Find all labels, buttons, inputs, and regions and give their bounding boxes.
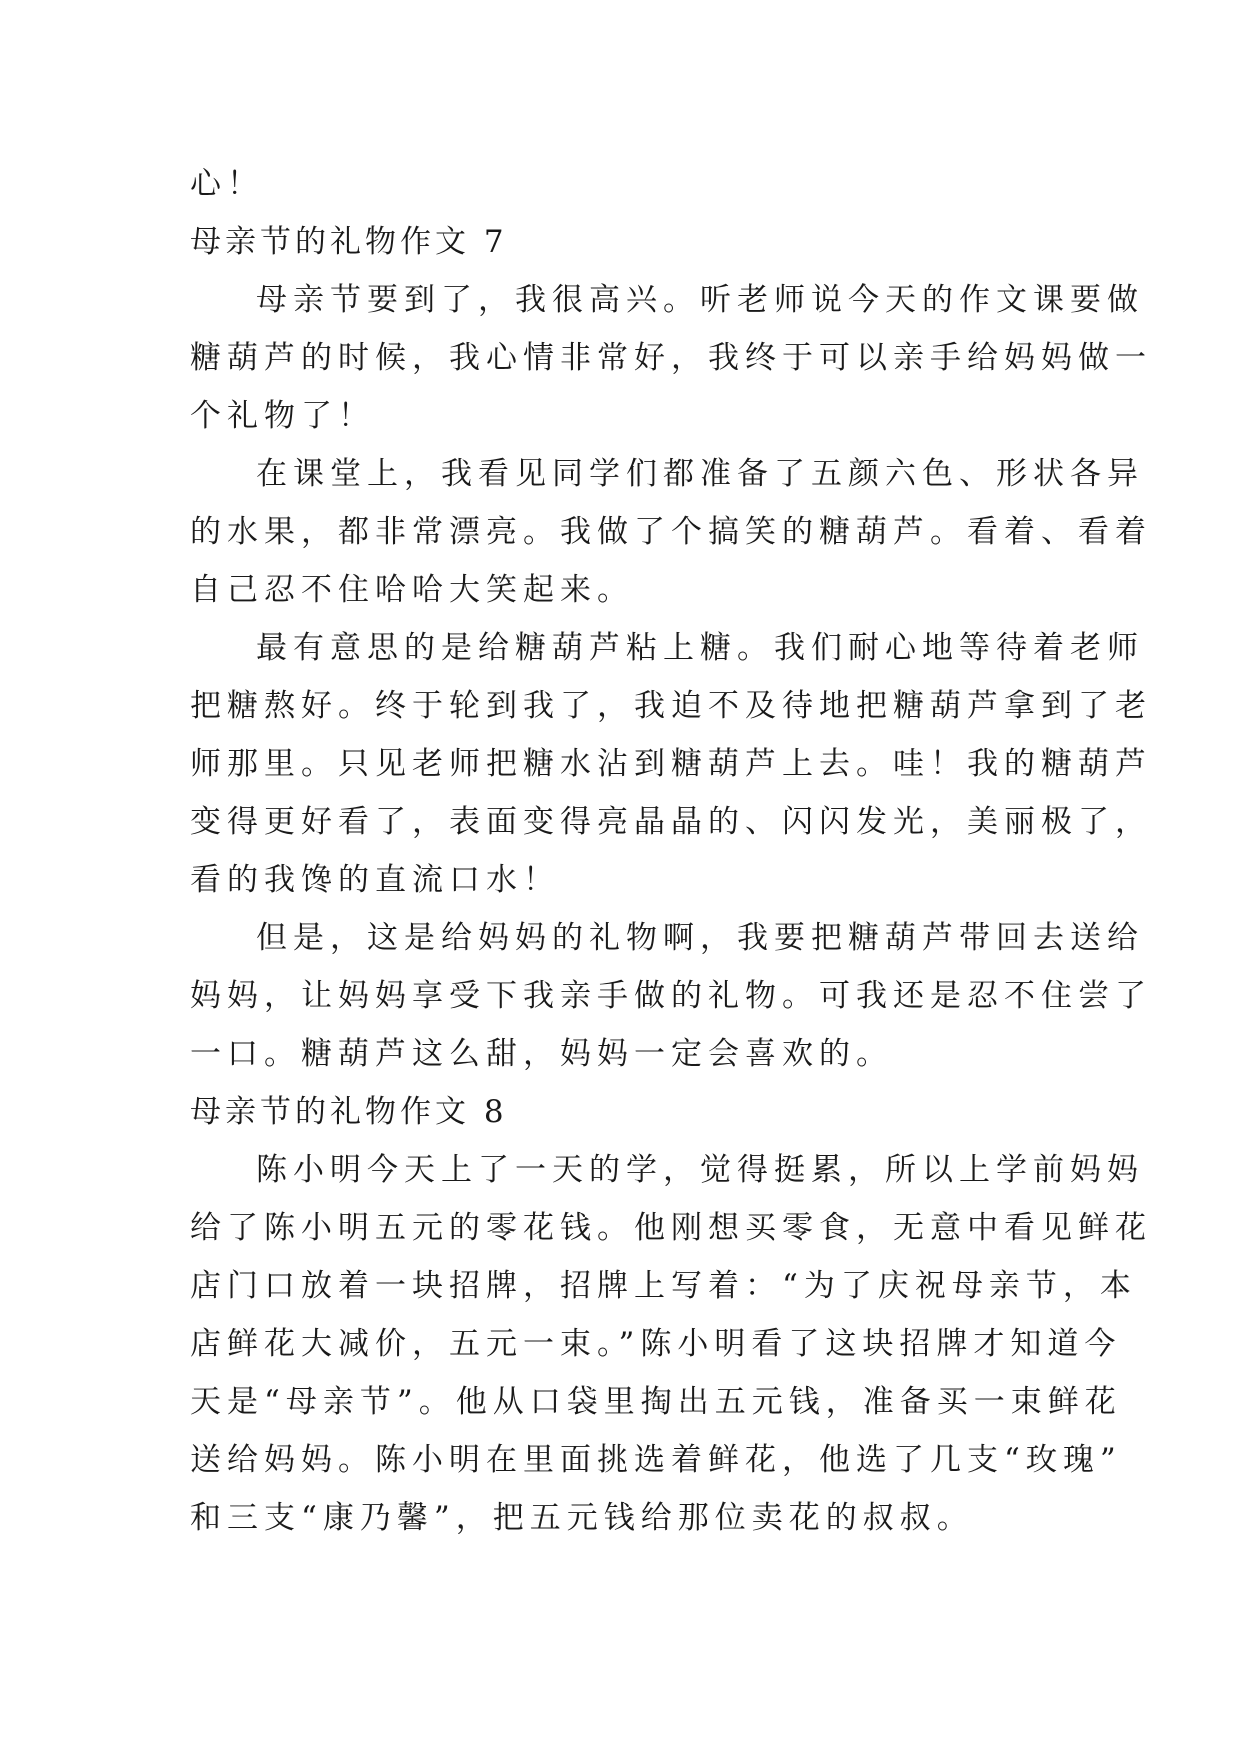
section-heading: 母亲节的礼物作文 7 xyxy=(190,224,508,260)
paragraph xyxy=(190,1141,1152,1547)
paragraph xyxy=(190,909,1152,1083)
text-line: 天是“母亲节”。他从口袋里掏出五元钱，准备买一束鲜花 xyxy=(190,1384,1122,1420)
text-line: 看的我馋的直流口水！ xyxy=(190,862,560,898)
text-line: 糖葫芦的时候，我心情非常好，我终于可以亲手给妈妈做一 xyxy=(190,340,1152,376)
text-line: 一口。糖葫芦这么甜，妈妈一定会喜欢的。 xyxy=(190,1036,893,1072)
essay-section-7 xyxy=(190,213,1152,1083)
document-page xyxy=(190,155,1152,1547)
text-line: 店门口放着一块招牌，招牌上写着：“为了庆祝母亲节，本 xyxy=(190,1268,1137,1304)
continuation-text xyxy=(190,155,1060,213)
text-line: 和三支“康乃馨”，把五元钱给那位卖花的叔叔。 xyxy=(190,1500,974,1536)
text-line: 变得更好看了，表面变得亮晶晶的、闪闪发光，美丽极了， xyxy=(190,804,1152,840)
text-line: 送给妈妈。陈小明在里面挑选着鲜花，他选了几支“玫瑰” xyxy=(190,1442,1122,1478)
paragraph xyxy=(190,271,1152,445)
text-line: 给了陈小明五元的零花钱。他刚想买零食，无意中看见鲜花 xyxy=(190,1210,1152,1246)
text-line: 自己忍不住哈哈大笑起来。 xyxy=(190,572,634,608)
text-line: 陈小明今天上了一天的学，觉得挺累，所以上学前妈妈 xyxy=(256,1152,1144,1188)
text-line: 把糖熬好。终于轮到我了，我迫不及待地把糖葫芦拿到了老 xyxy=(190,688,1152,724)
text-line: 在课堂上，我看见同学们都准备了五颜六色、形状各异 xyxy=(256,456,1144,492)
paragraph xyxy=(190,619,1152,909)
text-line: 妈妈，让妈妈享受下我亲手做的礼物。可我还是忍不住尝了 xyxy=(190,978,1152,1014)
text-line: 师那里。只见老师把糖水沾到糖葫芦上去。哇！我的糖葫芦 xyxy=(190,746,1152,782)
text-line: 但是，这是给妈妈的礼物啊，我要把糖葫芦带回去送给 xyxy=(256,920,1144,956)
text-line: 母亲节要到了，我很高兴。听老师说今天的作文课要做 xyxy=(256,282,1144,318)
paragraph xyxy=(190,445,1152,619)
text-line: 店鲜花大减价，五元一束。”陈小明看了这块招牌才知道今 xyxy=(190,1326,1122,1362)
text-line: 心！ xyxy=(190,166,264,202)
essay-section-8 xyxy=(190,1083,1152,1547)
text-line: 个礼物了！ xyxy=(190,398,375,434)
section-heading: 母亲节的礼物作文 8 xyxy=(190,1094,508,1130)
text-line: 最有意思的是给糖葫芦粘上糖。我们耐心地等待着老师 xyxy=(256,630,1144,666)
text-line: 的水果，都非常漂亮。我做了个搞笑的糖葫芦。看着、看着 xyxy=(190,514,1152,550)
